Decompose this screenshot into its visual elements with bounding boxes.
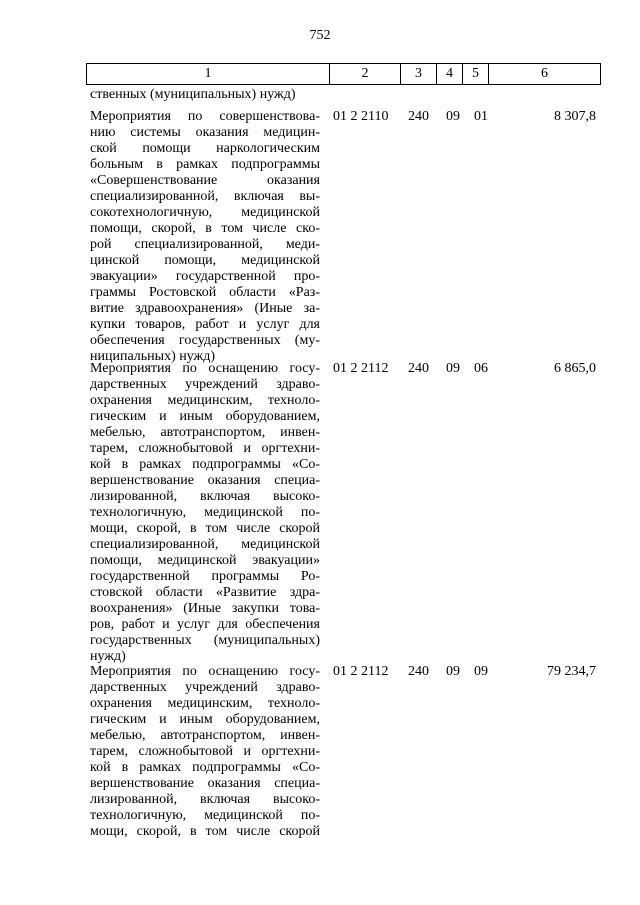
column-header-4: 4 (437, 64, 463, 85)
row-description-line: рой специализированной, меди- (90, 237, 320, 252)
column-header-table (86, 63, 601, 85)
row-description-line: специализированной, включая вы- (90, 189, 320, 204)
column-header-row (87, 64, 601, 85)
row-description-line: гическим и иным оборудованием, (90, 409, 320, 424)
row-description-line: эвакуации» государственной про- (90, 269, 320, 284)
row-description-line: мощи, скорой, в том числе скорой (90, 824, 320, 839)
continuation-line: ственных (муниципальных) нужд) (90, 87, 296, 102)
row-subsection: 09 (474, 664, 488, 679)
row-code: 01 2 2112 (333, 361, 389, 376)
row-description-line: витие здравоохранения» (Иные за- (90, 301, 320, 316)
row-description-line: дарственных учреждений здраво- (90, 377, 320, 392)
row-description-line: стовской области «Развитие здра- (90, 585, 320, 600)
row-description-line: технологичную, медицинской по- (90, 505, 320, 520)
row-description-line: тарем, сложнобытовой и оргтехни- (90, 441, 320, 456)
row-amount: 8 307,8 (554, 109, 596, 124)
row-description-line: Мероприятия по оснащению госу- (90, 361, 320, 376)
row-subsection: 01 (474, 109, 488, 124)
row-description-line: лизированной, включая высоко- (90, 489, 320, 504)
row-section: 09 (446, 664, 460, 679)
row-description-line: кой в рамках подпрограммы «Со- (90, 760, 320, 775)
row-subsection: 06 (474, 361, 488, 376)
row-expense-type: 240 (408, 664, 429, 679)
row-expense-type: 240 (408, 361, 429, 376)
column-header-3: 3 (401, 64, 437, 85)
row-description-line: сокотехнологичную, медицинской (90, 205, 320, 220)
row-description-line: вершенствование оказания специа- (90, 473, 320, 488)
row-description-line: Мероприятия по оснащению госу- (90, 664, 320, 679)
row-description-line: ниципальных) нужд) (90, 349, 215, 364)
row-section: 09 (446, 361, 460, 376)
row-description-line: нию системы оказания медицин- (90, 125, 320, 140)
row-description-line: нужд) (90, 649, 126, 664)
row-description-line: цинской помощи, медицинской (90, 253, 320, 268)
row-description-line: технологичную, медицинской по- (90, 808, 320, 823)
row-description-line: обеспечения государственных (му- (90, 333, 320, 348)
row-description-line: «Совершенствование оказания (90, 173, 320, 188)
page-number: 752 (309, 28, 331, 43)
row-section: 09 (446, 109, 460, 124)
row-description-line: специализированной, медицинской (90, 537, 320, 552)
column-header-5: 5 (463, 64, 489, 85)
row-description-line: тарем, сложнобытовой и оргтехни- (90, 744, 320, 759)
row-description-line: мощи, скорой, в том числе скорой (90, 521, 320, 536)
row-description-line: граммы Ростовской области «Раз- (90, 285, 320, 300)
row-description-line: охранения медицинским, техноло- (90, 393, 320, 408)
row-description-line: купки товаров, работ и услуг для (90, 317, 320, 332)
row-description-line: гическим и иным оборудованием, (90, 712, 320, 727)
column-header-6: 6 (489, 64, 601, 85)
row-description-line: государственной программы Ро- (90, 569, 320, 584)
row-description-line: помощи, медицинской эвакуации» (90, 553, 320, 568)
row-code: 01 2 2112 (333, 664, 389, 679)
row-description-line: больным в рамках подпрограммы (90, 157, 320, 172)
row-amount: 6 865,0 (554, 361, 596, 376)
row-description-line: охранения медицинским, техноло- (90, 696, 320, 711)
row-description-line: кой в рамках подпрограммы «Со- (90, 457, 320, 472)
row-description-line: мебелью, автотранспортом, инвен- (90, 425, 320, 440)
row-amount: 79 234,7 (547, 664, 596, 679)
row-expense-type: 240 (408, 109, 429, 124)
row-description-line: ров, работ и услуг для обеспечения (90, 617, 320, 632)
column-header-2: 2 (330, 64, 401, 85)
row-description-line: Мероприятия по совершенствова- (90, 109, 320, 124)
column-header-1: 1 (87, 64, 330, 85)
row-description-line: вершенствование оказания специа- (90, 776, 320, 791)
row-code: 01 2 2110 (333, 109, 389, 124)
row-description-line: лизированной, включая высоко- (90, 792, 320, 807)
row-description-line: мебелью, автотранспортом, инвен- (90, 728, 320, 743)
row-description-line: дарственных учреждений здраво- (90, 680, 320, 695)
row-description-line: воохранения» (Иные закупки това- (90, 601, 320, 616)
row-description-line: ской помощи наркологическим (90, 141, 320, 156)
row-description-line: помощи, скорой, в том числе ско- (90, 221, 320, 236)
row-description-line: государственных (муниципальных) (90, 633, 320, 648)
